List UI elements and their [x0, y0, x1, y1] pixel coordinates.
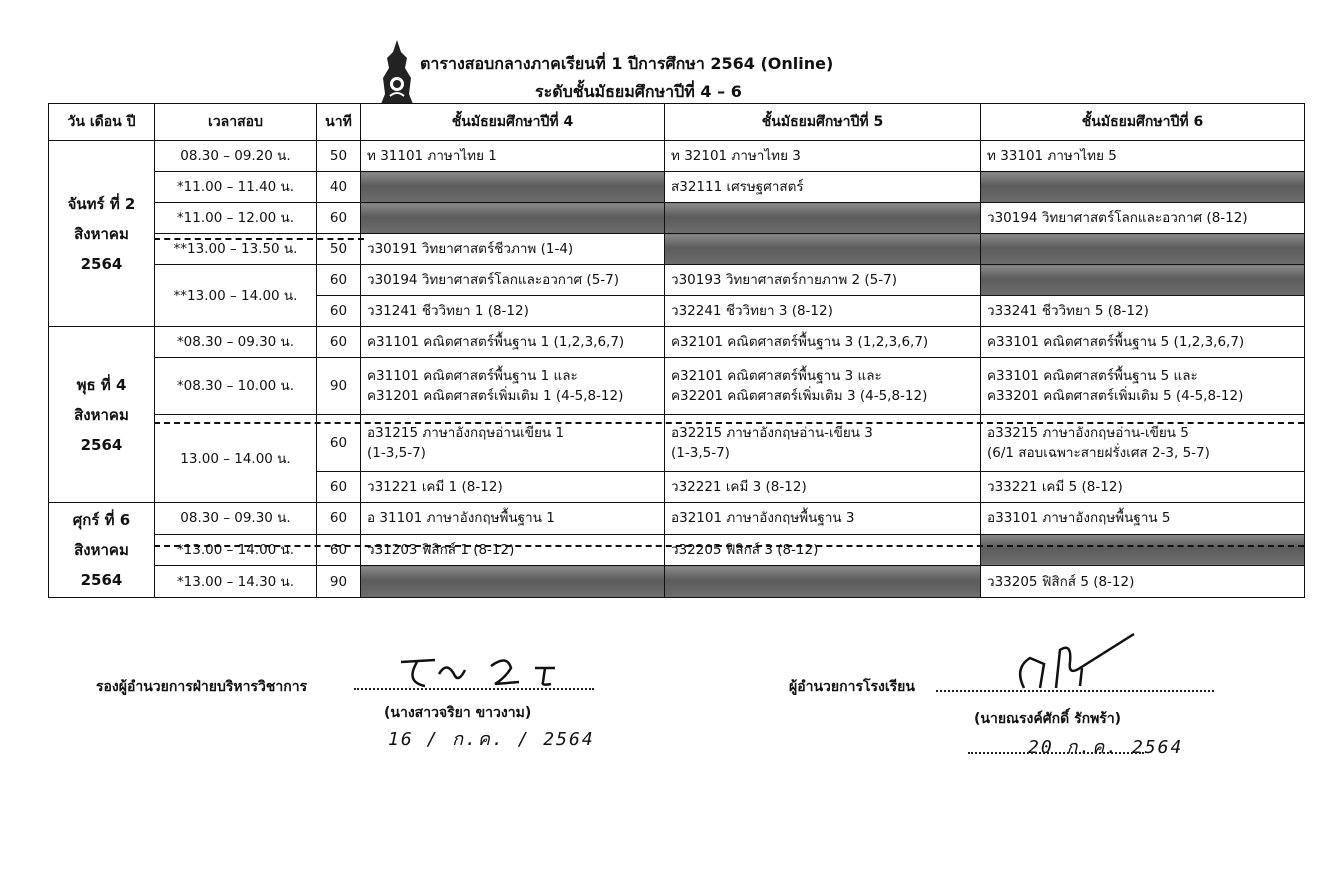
subject-cell: ว32205 ฟิสิกส์ 3 (8-12) — [665, 534, 981, 566]
subject-cell: ว30194 วิทยาศาสตร์โลกและอวกาศ (8-12) — [981, 203, 1305, 234]
subject-cell: ค31101 คณิตศาสตร์พื้นฐาน 1 (1,2,3,6,7) — [361, 327, 665, 358]
day-cell — [49, 503, 155, 598]
time-cell: *13.00 – 14.00 น. — [155, 534, 317, 566]
subject-line: ค33201 คณิตศาสตร์เพิ่มเติม 5 (4-5,8-12) — [987, 388, 1244, 404]
subject-cell: ว31241 ชีววิทยา 1 (8-12) — [361, 296, 665, 327]
time-cell: *08.30 – 10.00 น. — [155, 358, 317, 415]
subject-line: ค31201 คณิตศาสตร์เพิ่มเติม 1 (4-5,8-12) — [367, 388, 624, 404]
school-emblem-icon — [376, 38, 418, 110]
signature-left-title: รองผู้อำนวยการฝ่ายบริหารวิชาการ — [96, 679, 308, 695]
minutes-cell: 60 — [317, 265, 361, 296]
table-row — [49, 566, 1305, 598]
minutes-cell: 90 — [317, 358, 361, 415]
time-cell: *11.00 – 12.00 น. — [155, 203, 317, 234]
signature-right-mark-icon — [1010, 628, 1140, 694]
no-exam-cell — [981, 534, 1305, 566]
no-exam-cell — [361, 203, 665, 234]
no-exam-cell — [361, 566, 665, 598]
day-name: จันทร์ ที่ 2 — [67, 194, 136, 213]
subject-cell: ท 33101 ภาษาไทย 5 — [981, 141, 1305, 172]
day-month: สิงหาคม — [74, 224, 129, 243]
exam-schedule-table — [48, 103, 1305, 598]
signature-right-date: 20 ก.ค. 2564 — [1028, 737, 1184, 758]
col-header-minutes: นาที — [317, 104, 361, 141]
subject-line: อ33215 ภาษาอังกฤษอ่าน-เขียน 5 — [987, 425, 1189, 441]
subject-cell: อ 31101 ภาษาอังกฤษพื้นฐาน 1 — [361, 503, 665, 535]
subject-cell: ท 32101 ภาษาไทย 3 — [665, 141, 981, 172]
day-year: 2564 — [80, 571, 123, 589]
day-year: 2564 — [80, 435, 123, 454]
subject-cell: ว31221 เคมี 1 (8-12) — [361, 472, 665, 503]
subject-cell — [361, 358, 665, 415]
no-exam-cell — [665, 203, 981, 234]
no-exam-cell — [981, 265, 1305, 296]
subject-cell: ว30193 วิทยาศาสตร์กายภาพ 2 (5-7) — [665, 265, 981, 296]
session-divider — [154, 545, 1304, 547]
no-exam-cell — [981, 172, 1305, 203]
subject-cell: ว33221 เคมี 5 (8-12) — [981, 472, 1305, 503]
session-divider — [154, 422, 1304, 424]
session-divider — [154, 238, 364, 240]
table-row — [49, 203, 1305, 234]
subject-cell: ค32101 คณิตศาสตร์พื้นฐาน 3 (1,2,3,6,7) — [665, 327, 981, 358]
subject-cell: ว30191 วิทยาศาสตร์ชีวภาพ (1-4) — [361, 234, 665, 265]
minutes-cell: 60 — [317, 534, 361, 566]
subject-cell: ว32241 ชีววิทยา 3 (8-12) — [665, 296, 981, 327]
subject-cell: ว33205 ฟิสิกส์ 5 (8-12) — [981, 566, 1305, 598]
minutes-cell: 60 — [317, 472, 361, 503]
col-header-time: เวลาสอบ — [155, 104, 317, 141]
day-cell — [49, 141, 155, 327]
table-row — [49, 141, 1305, 172]
day-month: สิงหาคม — [74, 541, 129, 559]
subject-cell: ว32221 เคมี 3 (8-12) — [665, 472, 981, 503]
minutes-cell: 40 — [317, 172, 361, 203]
table-row — [49, 358, 1305, 415]
page-subtitle: ระดับชั้นมัธยมศึกษาปีที่ 4 – 6 — [535, 82, 742, 101]
table-row — [49, 503, 1305, 535]
minutes-cell: 60 — [317, 327, 361, 358]
time-cell: *08.30 – 09.30 น. — [155, 327, 317, 358]
subject-cell: ว33241 ชีววิทยา 5 (8-12) — [981, 296, 1305, 327]
page-title: ตารางสอบกลางภาคเรียนที่ 1 ปีการศึกษา 2564 (Online) — [420, 54, 834, 73]
signature-left-date: 16 / ก.ค. / 2564 — [388, 729, 595, 750]
subject-cell — [665, 358, 981, 415]
subject-line: ค32201 คณิตศาสตร์เพิ่มเติม 3 (4-5,8-12) — [671, 388, 928, 404]
minutes-cell: 60 — [317, 415, 361, 472]
signature-left-mark-icon — [395, 652, 565, 692]
subject-line: ค31101 คณิตศาสตร์พื้นฐาน 1 และ — [367, 368, 578, 384]
table-header-row — [49, 104, 1305, 141]
subject-line: (1-3,5-7) — [367, 445, 426, 461]
col-header-m4: ชั้นมัธยมศึกษาปีที่ 4 — [361, 104, 665, 141]
col-header-day: วัน เดือน ปี — [49, 104, 155, 141]
signature-right-name: (นายณรงค์ศักดิ์ รักพร้า) — [974, 711, 1122, 727]
subject-line: (6/1 สอบเฉพาะสายฝรั่งเศส 2-3, 5-7) — [987, 445, 1210, 461]
col-header-m5: ชั้นมัธยมศึกษาปีที่ 5 — [665, 104, 981, 141]
table-row — [49, 534, 1305, 566]
time-cell: *11.00 – 11.40 น. — [155, 172, 317, 203]
table-row — [49, 265, 1305, 296]
table-row — [49, 327, 1305, 358]
day-year: 2564 — [80, 254, 123, 273]
minutes-cell: 60 — [317, 296, 361, 327]
subject-line: ค32101 คณิตศาสตร์พื้นฐาน 3 และ — [671, 368, 882, 384]
time-cell: 08.30 – 09.30 น. — [155, 503, 317, 535]
day-name: ศุกร์ ที่ 6 — [72, 511, 131, 529]
subject-cell: ว31203 ฟิสิกส์ 1 (8-12) — [361, 534, 665, 566]
subject-line: อ32215 ภาษาอังกฤษอ่าน-เขียน 3 — [671, 425, 873, 441]
table-row — [49, 172, 1305, 203]
subject-cell: ส32111 เศรษฐศาสตร์ — [665, 172, 981, 203]
no-exam-cell — [981, 234, 1305, 265]
no-exam-cell — [665, 234, 981, 265]
subject-cell: ท 31101 ภาษาไทย 1 — [361, 141, 665, 172]
day-month: สิงหาคม — [74, 405, 129, 424]
day-name: พุธ ที่ 4 — [76, 375, 127, 394]
no-exam-cell — [665, 566, 981, 598]
subject-line: อ31215 ภาษาอังกฤษอ่านเขียน 1 — [367, 425, 565, 441]
time-cell: **13.00 – 14.00 น. — [155, 265, 317, 327]
subject-cell: อ32101 ภาษาอังกฤษพื้นฐาน 3 — [665, 503, 981, 535]
time-cell: *13.00 – 14.30 น. — [155, 566, 317, 598]
subject-cell: ว30194 วิทยาศาสตร์โลกและอวกาศ (5-7) — [361, 265, 665, 296]
time-cell: 08.30 – 09.20 น. — [155, 141, 317, 172]
no-exam-cell — [361, 172, 665, 203]
minutes-cell: 60 — [317, 503, 361, 535]
subject-cell — [981, 358, 1305, 415]
minutes-cell: 50 — [317, 234, 361, 265]
minutes-cell: 60 — [317, 203, 361, 234]
subject-cell: ค33101 คณิตศาสตร์พื้นฐาน 5 (1,2,3,6,7) — [981, 327, 1305, 358]
signature-left-name: (นางสาวจริยา ขาวงาม) — [384, 705, 532, 721]
subject-line: ค33101 คณิตศาสตร์พื้นฐาน 5 และ — [987, 368, 1198, 384]
day-cell — [49, 327, 155, 503]
col-header-m6: ชั้นมัธยมศึกษาปีที่ 6 — [981, 104, 1305, 141]
signature-right-title: ผู้อำนวยการโรงเรียน — [789, 679, 915, 695]
time-cell: **13.00 – 13.50 น. — [155, 234, 317, 265]
subject-cell: อ33101 ภาษาอังกฤษพื้นฐาน 5 — [981, 503, 1305, 535]
signature-right-date-line — [968, 752, 1144, 754]
minutes-cell: 90 — [317, 566, 361, 598]
minutes-cell: 50 — [317, 141, 361, 172]
subject-line: (1-3,5-7) — [671, 445, 730, 461]
time-cell: 13.00 – 14.00 น. — [155, 415, 317, 503]
